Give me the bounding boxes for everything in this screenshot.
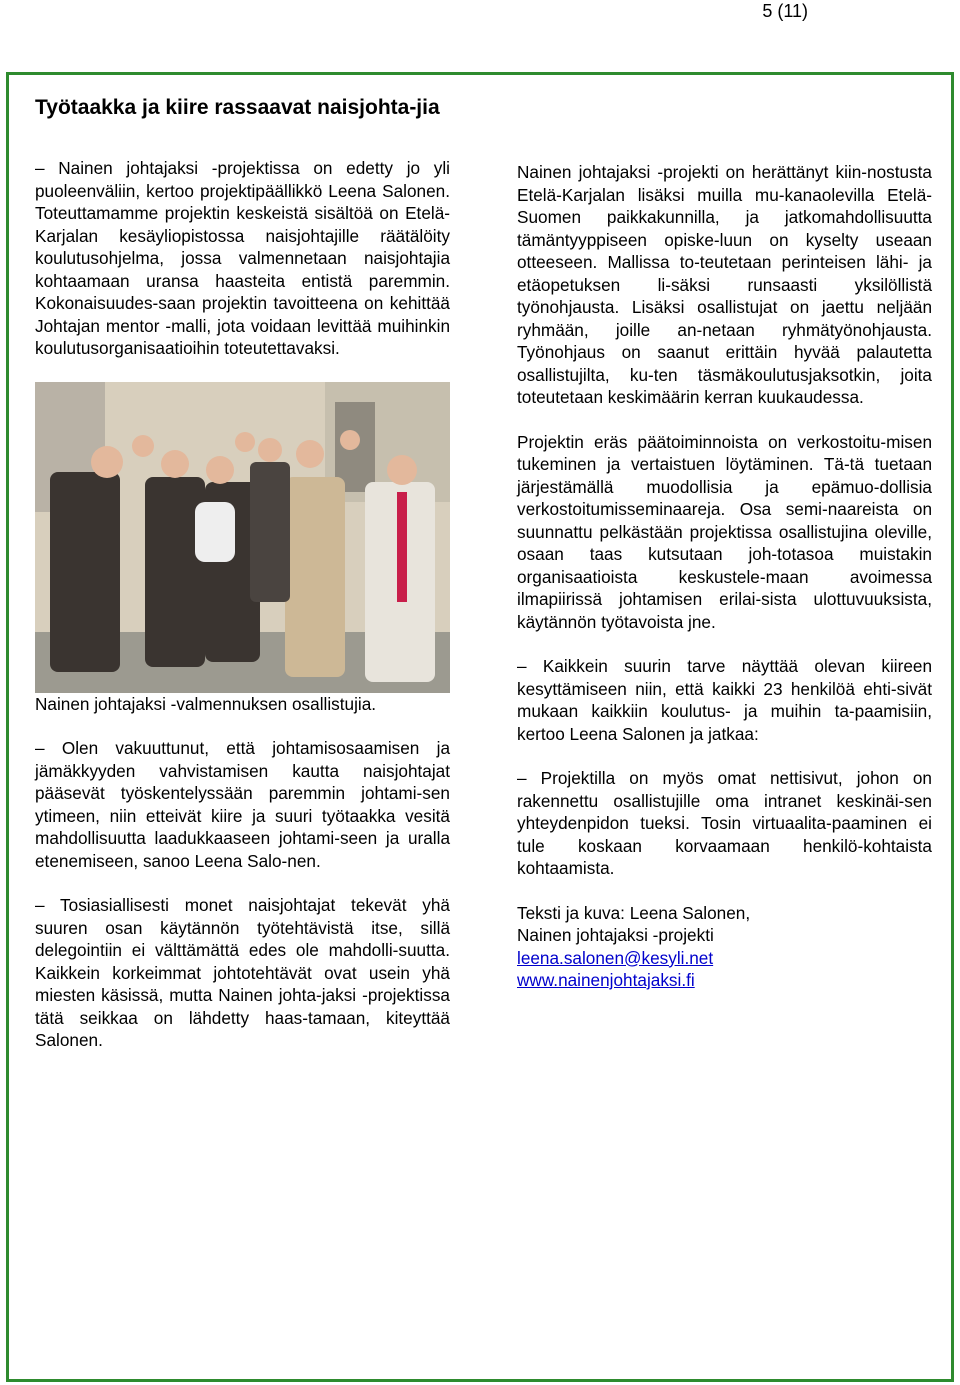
credit-line-project: Nainen johtajaksi -projekti xyxy=(517,925,714,945)
right-paragraph-1: Nainen johtajaksi -projekti on herättänyt kiin-nostusta Etelä-Karjalan lisäksi muilla mu-kanaolevilla Etelä-Suomen paikkakunnilla, ja jatkomahdollisuutta tämäntyyppiseen opiske-luun on kyselty useaan otteeseen. Mallissa to-teutetaan perinteisen lähi- ja etäopetuksen li-säksi runsaasti yksilöllistä työnohjausta. Lisäksi osallistujat on jaettu neljään ryhmään, joille an-netaan ryhmätyönohjausta. Työnohjaus on saanut erittäin hyvää palautetta osallistujilta, ku-ten täsmäkoulutusjaksotkin, joita toteutetaan keskimäärin kerran kuukaudessa. xyxy=(517,162,932,407)
page-number: 5 (11) xyxy=(762,1,808,21)
article-title: Työtaakka ja kiire rassaavat naisjohta-jia xyxy=(35,96,440,119)
credit-line-author: Teksti ja kuva: Leena Salonen, xyxy=(517,902,751,923)
website-link[interactable]: www.nainenjohtajaksi.fi xyxy=(517,970,695,990)
credits-block xyxy=(517,902,932,992)
right-paragraph-3: – Kaikkein suurin tarve näyttää olevan kiireen kesyttämiseen niin, että kaikki 23 henkilöä ehti-sivät mukaan kaikkiin koulutus- ja muihin ta-paamisiin, kertoo Leena Salonen ja jatkaa: xyxy=(517,656,932,744)
quote-paragraph-1: – Olen vakuuttunut, että johtamisosaamisen ja jämäkkyyden vahvistamisen kautta naisjohtajat pääsevät työskentelyssään paremmin johtami-sen ytimeen, niin etteivät kiire ja suuri työtaakka vesitä mahdollisuutta laadukkaaseen johtami-seen ja uralla etenemiseen, sanoo Leena Salo-nen. xyxy=(35,738,450,871)
quote-paragraph-2: – Tosiasiallisesti monet naisjohtajat tekevät yhä suuren osan käytännön työtehtävistä itse, sillä delegointiin ei välttämättä edes ole mahdolli-suutta. Kaikkein korkeimmat johtotehtävät ovat usein yhä miesten käsissä, mutta Nainen johta-jaksi -projektissa tätä seikkaa on lähdetty haas-tamaan, kiteyttää Salonen. xyxy=(35,895,450,1050)
group-photo xyxy=(35,382,450,693)
left-column xyxy=(35,95,450,1074)
email-link[interactable]: leena.salonen@kesyli.net xyxy=(517,947,714,968)
right-column xyxy=(517,161,932,992)
photo-caption: Nainen johtajaksi -valmennuksen osallistujia. xyxy=(35,693,377,714)
intro-paragraph: – Nainen johtajaksi -projektissa on edetty jo yli puoleenväliin, kertoo projektipäällikkö Leena Salonen. Toteuttamamme projektin keskeistä sisältöä on Etelä-Karjalan kesäyliopistossa naisjohtajille räätälöity koulutusohjelma, jossa valmennetaan naisjohtajia kohtaamaan uransa haasteita entistä paremmin. Kokonaisuudes-saan projektin tavoitteena on kehittää Johtajan mentor -malli, jota voidaan levittää muihinkin koulutusorganisaatioihin toteutettavaksi. xyxy=(35,158,450,358)
right-paragraph-4: – Projektilla on myös omat nettisivut, johon on rakennettu osallistujille oma intranet keskinäi-sen yhteydenpidon tueksi. Tosin virtuaalita-paaminen ei tule koskaan korvaamaan henkilö-kohtaista kohtaamista. xyxy=(517,768,932,878)
right-paragraph-2: Projektin eräs päätoiminnoista on verkostoitu-misen tukeminen ja vertaistuen löytäminen. Tä-tä tuetaan järjestämällä muodollisia ja epämuo-dollisia verkostoitumisseminaareja. Osa semi-naareista on suunnattu pelkästään projektissa osallistujina oleville, osaan taas kutsutaan joh-totasoa muistakin organisaatioista keskustele-maan avoimessa ilmapiirissä johtamisen erilai-sista ulottuvuuksista, käytännön työtavoista jne. xyxy=(517,431,932,632)
